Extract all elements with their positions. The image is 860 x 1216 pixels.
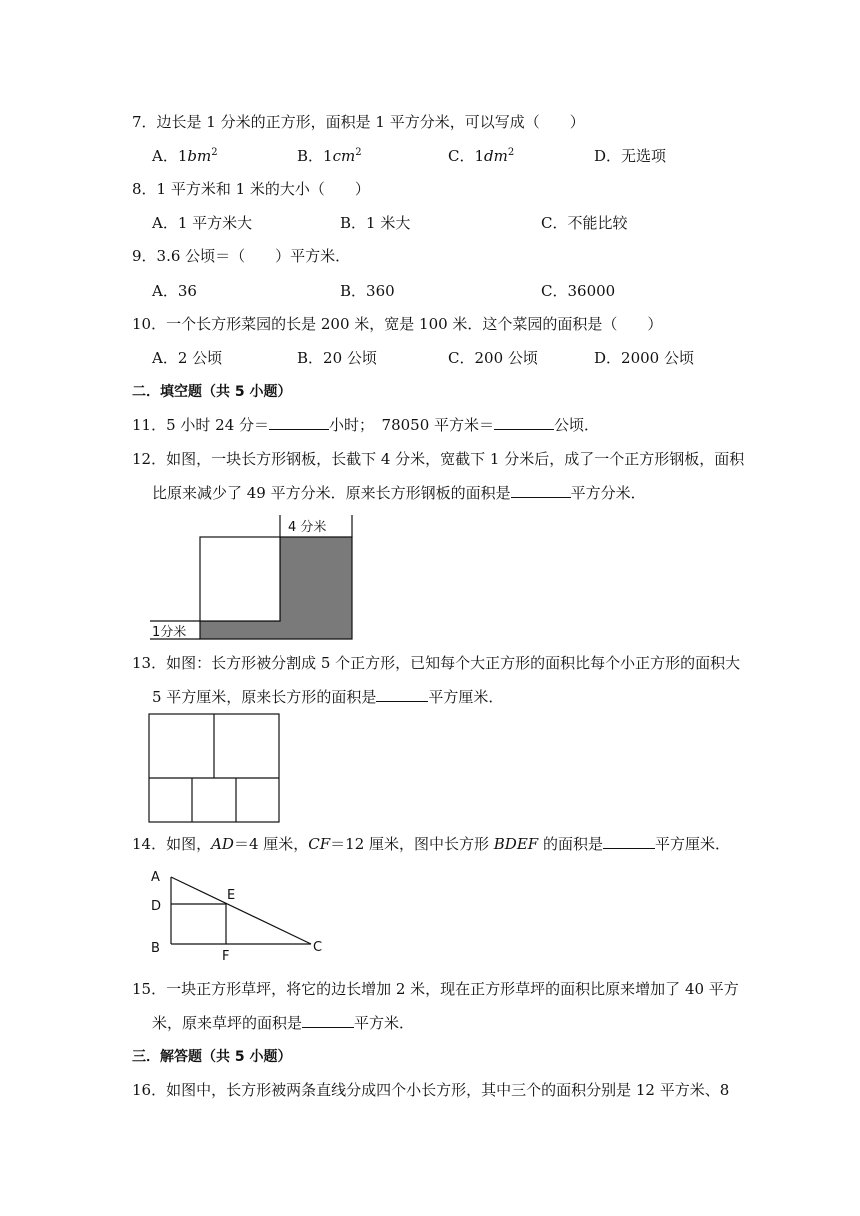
q12-label-4dm: 4 分米 [288,520,327,535]
section-heading-answer: 三．解答题（共 5 小题） [132,1049,292,1065]
q12-line-1: 12．如图，一块长方形钢板，长截下 4 分米，宽截下 1 分米后，成了一个正方形钢板，面积 [132,450,745,468]
q12-label-1dm: 1分米 [152,625,187,640]
q11-line: 11．5 小时 24 分＝ 小时； 78050 平方米＝ 公顷． [132,416,600,434]
q13-figure [148,713,282,825]
q14-label-b: B [151,941,160,956]
q9-option-c[interactable]: C．36000 [541,282,616,300]
q12-figure [148,513,358,643]
q14-line: 14．如图，AD＝4 厘米，CF＝12 厘米，图中长方形 BDEF 的面积是 平方厘米． [132,835,730,853]
q14-blank[interactable] [603,834,655,849]
q7-option-d[interactable]: D．无选项 [594,147,667,165]
q14-label-f: F [222,949,230,964]
q8-option-c[interactable]: C．不能比较 [541,214,628,232]
q11-blank-1[interactable] [269,415,329,430]
q13-blank[interactable] [376,687,428,702]
q16-line-1: 16．如图中，长方形被两条直线分成四个小长方形，其中三个的面积分别是 12 平方米、8 [132,1081,730,1099]
q10-option-c[interactable]: C．200 公顷 [448,349,538,367]
q14-label-c: C [313,940,323,955]
q10-option-d[interactable]: D．2000 公顷 [594,349,694,367]
q10-option-b[interactable]: B．20 公顷 [297,349,377,367]
q9-option-b[interactable]: B．360 [340,282,395,300]
q7-option-c[interactable]: C．$1dm^2$ [448,147,515,165]
q8-option-b[interactable]: B．1 米大 [340,214,411,232]
q14-hypotenuse-ac [171,877,311,944]
section-heading-fill-in: 二．填空题（共 5 小题） [132,384,292,400]
q12-line-2: 比原来减少了 49 平方分米．原来长方形钢板的面积是 平方分米． [152,484,646,502]
q10-stem: 10．一个长方形菜园的长是 200 米，宽是 100 米．这个菜园的面积是（ ） [132,315,663,333]
q14-label-a: A [151,870,160,885]
q14-label-e: E [227,888,236,903]
q9-stem: 9．3.6 公顷＝（ ）平方米． [132,247,351,265]
q14-label-d: D [151,899,162,914]
q10-option-a[interactable]: A．2 公顷 [152,349,223,367]
q15-line-1: 15．一块正方形草坪，将它的边长增加 2 米，现在正方形草坪的面积比原来增加了 40 平方 [132,980,739,998]
q7-option-b[interactable]: B．$1cm^2$ [297,147,362,165]
q12-square [200,537,280,621]
q15-line-2: 米，原来草坪的面积是 平方米． [152,1014,415,1032]
q8-stem: 8．1 平方米和 1 米的大小（ ） [132,180,370,198]
q11-blank-2[interactable] [494,415,554,430]
q13-line-1: 13．如图：长方形被分割成 5 个正方形，已知每个大正方形的面积比每个小正方形的面积大 [132,654,741,672]
q8-option-a[interactable]: A．1 平方米大 [152,214,253,232]
q9-option-a[interactable]: A．36 [152,282,197,300]
q14-figure [146,864,336,964]
q13-line-2: 5 平方厘米，原来长方形的面积是 平方厘米． [152,688,504,706]
q7-stem: 7．边长是 1 分米的正方形，面积是 1 平方分米，可以写成（ ） [132,113,585,131]
q15-blank[interactable] [302,1013,354,1028]
q7-option-a[interactable]: A．$1bm^2$ [152,147,218,165]
q12-blank[interactable] [511,483,571,498]
